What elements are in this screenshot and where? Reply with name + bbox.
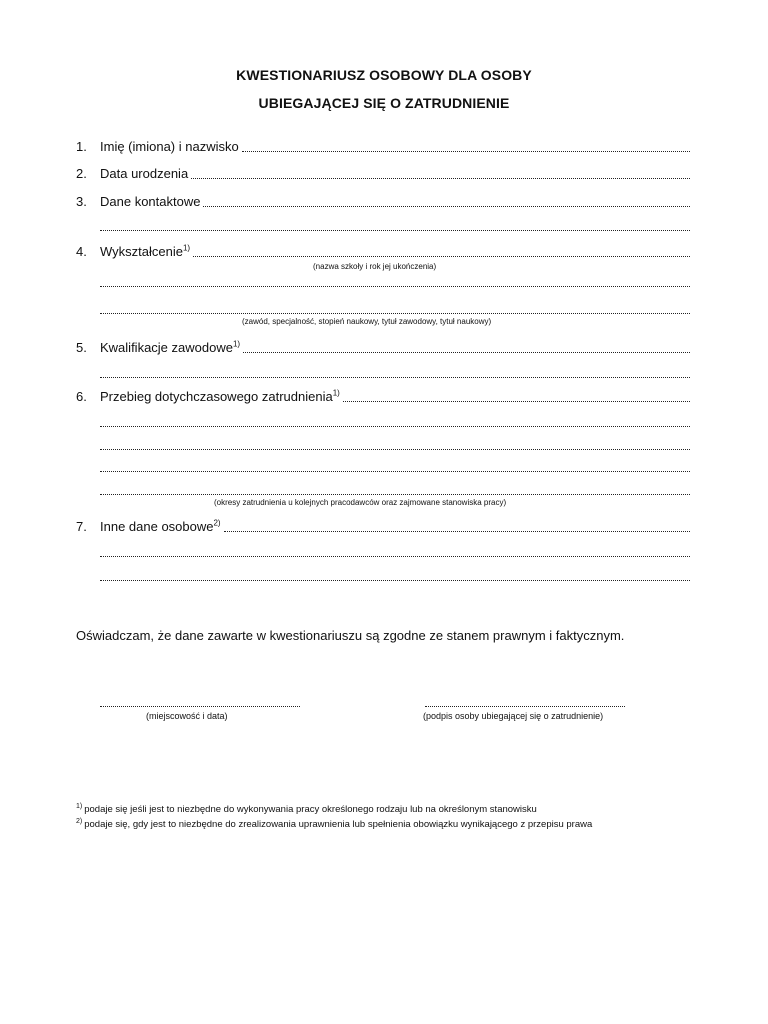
field-label: Imię (imiona) i nazwisko <box>100 139 239 154</box>
field-number: 3. <box>76 194 87 209</box>
footnote-ref: 1) <box>332 388 340 398</box>
field-number: 5. <box>76 340 87 355</box>
employment-fill-line[interactable] <box>343 401 690 402</box>
field-qualifications <box>76 340 690 356</box>
footnote-mark: 1) <box>76 802 83 810</box>
signature-label: (podpis osoby ubiegającej się o zatrudnienie) <box>423 711 604 721</box>
education-fill-line-2[interactable] <box>100 286 690 287</box>
other-data-fill-line[interactable] <box>224 531 690 532</box>
contact-fill-line[interactable] <box>203 206 690 207</box>
field-label: Kwalifikacje zawodowe$^{1)}$ <box>100 339 241 355</box>
footnote-ref: 1) <box>182 243 191 253</box>
signature-fill-line[interactable] <box>425 706 625 707</box>
place-date-label: (miejscowość i data) <box>146 711 228 721</box>
field-name <box>76 139 690 155</box>
field-employment <box>76 389 690 405</box>
name-fill-line[interactable] <box>242 151 690 152</box>
education-school-hint: (nazwa szkoły i rok jej ukończenia) <box>313 262 437 271</box>
footnote-ref: 2) <box>213 518 221 528</box>
field-label: Dane kontaktowe <box>100 194 201 209</box>
field-label: Data urodzenia <box>100 166 189 181</box>
qualifications-fill-line[interactable] <box>243 352 690 353</box>
field-contact <box>76 194 690 210</box>
employment-hint: (okresy zatrudnienia u kolejnych pracodawców oraz zajmowane stanowiska pracy) <box>214 498 507 507</box>
field-number: 6. <box>76 389 87 404</box>
place-date-fill-line[interactable] <box>100 706 300 707</box>
employment-fill-line-4[interactable] <box>100 471 690 472</box>
declaration-text: Oświadczam, że dane zawarte w kwestionariuszu są zgodne ze stanem prawnym i faktycznym. <box>76 628 625 643</box>
education-fill-line[interactable] <box>193 256 690 257</box>
field-label: Przebieg dotychczasowego zatrudnienia$^{1)}$ <box>100 388 340 404</box>
education-fill-line-3[interactable] <box>100 313 690 314</box>
field-birth-date <box>76 166 690 182</box>
field-other-data <box>76 519 690 535</box>
other-data-fill-line-2[interactable] <box>100 556 690 557</box>
field-label: Inne dane osobowe$^{2)}$ <box>100 518 221 534</box>
field-number: 1. <box>76 139 87 154</box>
footnote-ref: 1) <box>232 339 241 349</box>
footnote-2: $^{2)}$ podaje się, gdy jest to niezbędne do zrealizowania uprawnienia lub spełnienia obowiązku wynikającego z przepisu prawa <box>76 817 593 830</box>
field-number: 7. <box>76 519 87 534</box>
field-education <box>76 244 690 260</box>
qualifications-fill-line-2[interactable] <box>100 377 690 378</box>
employment-fill-line-5[interactable] <box>100 494 690 495</box>
field-number: 4. <box>76 244 87 259</box>
other-data-fill-line-3[interactable] <box>100 580 690 581</box>
footnote-mark: 2) <box>76 817 83 825</box>
employment-fill-line-3[interactable] <box>100 449 690 450</box>
footnote-1: $^{1)}$ podaje się jeśli jest to niezbędne do wykonywania pracy określonego rodzaju lub na określonym stanowisku <box>76 802 537 815</box>
field-number: 2. <box>76 166 87 181</box>
employment-fill-line-2[interactable] <box>100 426 690 427</box>
birth-date-fill-line[interactable] <box>191 178 690 179</box>
education-profession-hint: (zawód, specjalność, stopień naukowy, tytuł zawodowy, tytuł naukowy) <box>242 317 492 326</box>
contact-fill-line-2[interactable] <box>100 230 690 231</box>
field-label: Wykształcenie$^{1)}$ <box>100 243 191 259</box>
document-title-line-2: UBIEGAJĄCEJ SIĘ O ZATRUDNIENIE <box>258 95 510 111</box>
document-title-line-1: KWESTIONARIUSZ OSOBOWY DLA OSOBY <box>236 67 532 83</box>
